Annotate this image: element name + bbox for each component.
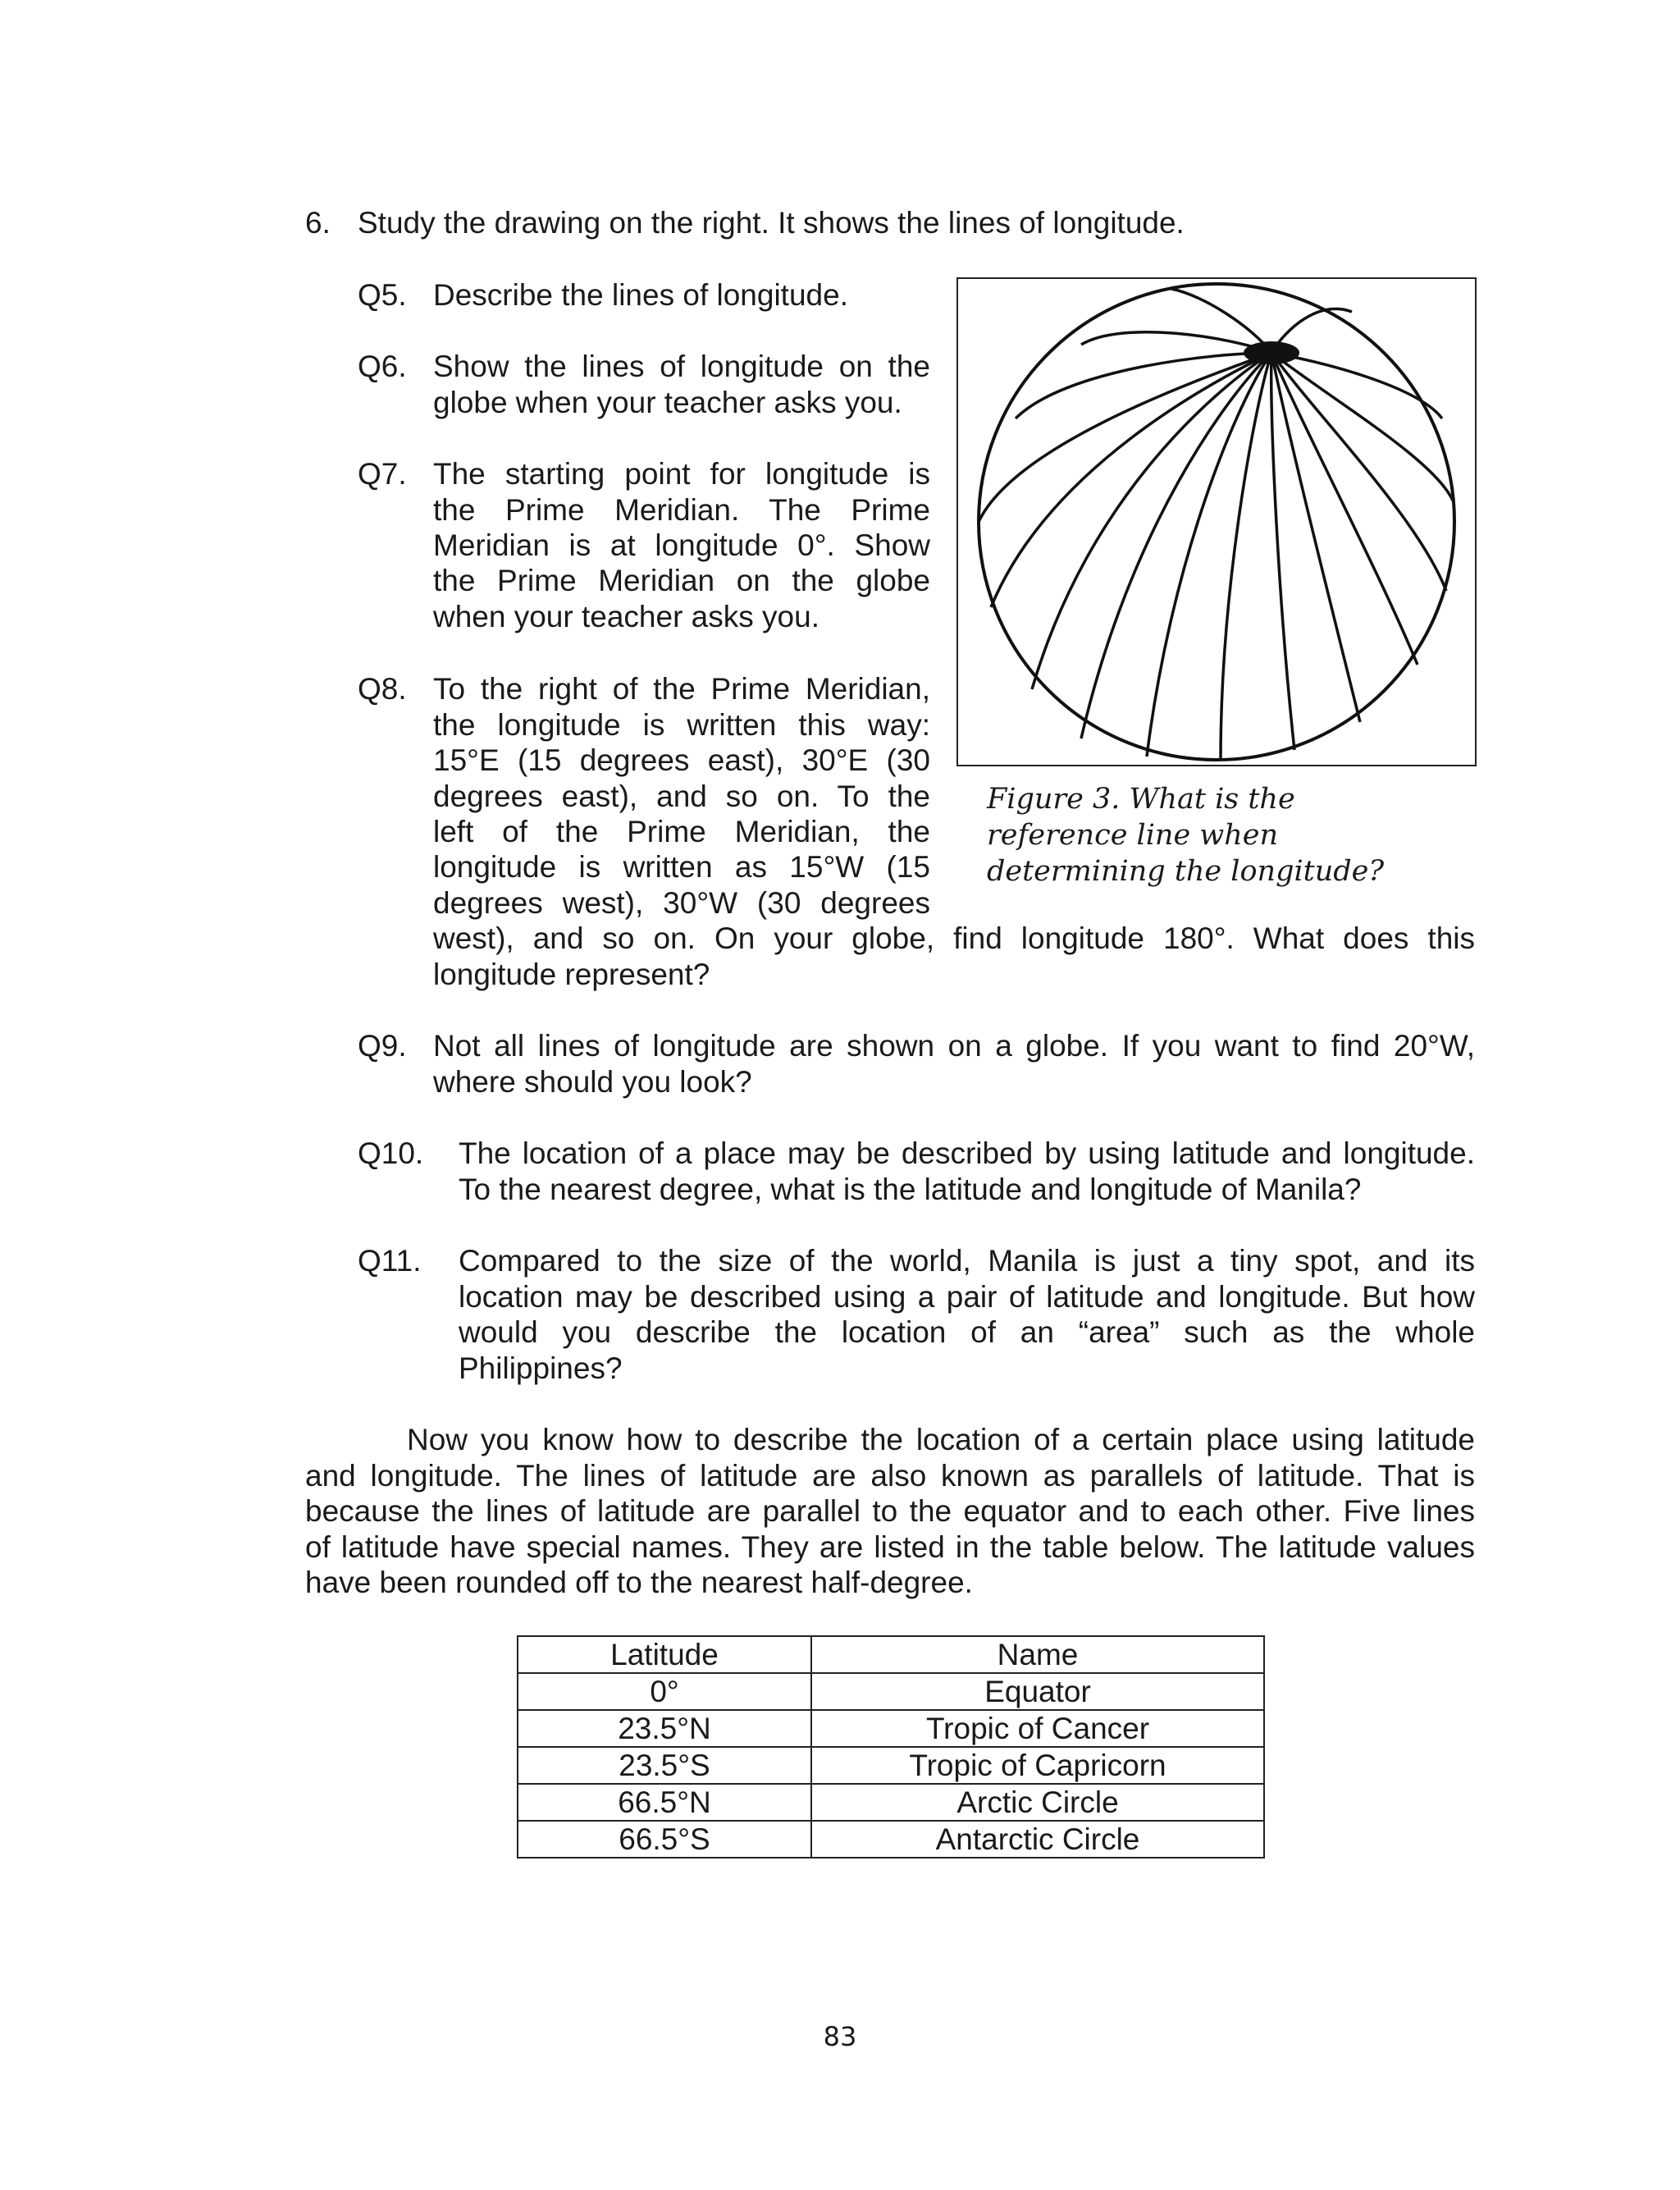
latitude-cell: 0° — [518, 1673, 811, 1710]
longitude-lines — [979, 289, 1453, 760]
q8-line-5: left of the Prime Meridian, the — [433, 815, 930, 848]
q6-line-2: globe when your teacher asks you. — [433, 386, 902, 419]
paragraph-line-2: and longitude. The lines of latitude are also known as parallels of latitude. That is — [305, 1459, 1475, 1493]
latitude-cell: 66.5°S — [518, 1821, 811, 1858]
page-number: 83 — [823, 2021, 857, 2052]
name-cell: Arctic Circle — [811, 1784, 1264, 1821]
name-cell: Equator — [811, 1673, 1264, 1710]
item-number: 6. — [305, 206, 331, 240]
paragraph-line-1: Now you know how to describe the location of a certain place using latitude — [407, 1423, 1475, 1456]
q8-line-3: 15°E (15 degrees east), 30°E (30 — [433, 743, 930, 777]
table-row — [518, 1784, 1264, 1821]
pole-cluster — [1244, 341, 1299, 364]
q11-line-1: Compared to the size of the world, Manila is just a tiny spot, and its — [459, 1244, 1475, 1278]
figure-globe — [956, 277, 1477, 766]
item-6-text: Study the drawing on the right. It shows the lines of longitude. — [358, 206, 1185, 240]
q11-line-2: location may be described using a pair of latitude and longitude. But how — [459, 1280, 1475, 1314]
q11-line-3: would you describe the location of an “area” such as the whole — [459, 1315, 1475, 1349]
latitude-cell: 23.5°N — [518, 1710, 811, 1747]
caption-line-1: Figure 3. What is the — [987, 783, 1295, 816]
q11-label: Q11. — [358, 1244, 422, 1278]
q10-label: Q10. — [358, 1136, 424, 1170]
q8-line-9: longitude represent? — [433, 958, 710, 991]
q6-line-1: Show the lines of longitude on the — [433, 350, 930, 383]
latitude-table — [517, 1635, 1265, 1859]
q6-label: Q6. — [358, 350, 407, 383]
table-row — [518, 1747, 1264, 1784]
q8-line-2: the longitude is written this way: — [433, 708, 930, 742]
caption-line-3: determining the longitude? — [987, 855, 1385, 888]
q5-text: Describe the lines of longitude. — [433, 278, 848, 312]
q7-label: Q7. — [358, 457, 407, 491]
header-latitude: Latitude — [518, 1636, 811, 1673]
q8-line-6: longitude is written as 15°W (15 — [433, 850, 930, 884]
q8-label: Q8. — [358, 672, 407, 706]
q5-label: Q5. — [358, 278, 407, 312]
q9-line-1: Not all lines of longitude are shown on a globe. If you want to find 20°W, — [433, 1029, 1475, 1063]
latitude-cell: 23.5°S — [518, 1747, 811, 1784]
paragraph-line-4: of latitude have special names. They are listed in the table below. The latitude values — [305, 1530, 1475, 1564]
header-name: Name — [811, 1636, 1264, 1673]
paragraph-line-5: have been rounded off to the nearest half-degree. — [305, 1566, 973, 1599]
q8-line-4: degrees east), and so on. To the — [433, 780, 930, 813]
table-row — [518, 1710, 1264, 1747]
q8-line-8: west), and so on. On your globe, find longitude 180°. What does this — [433, 921, 1475, 955]
q7-line-5: when your teacher asks you. — [433, 600, 819, 633]
q7-line-4: the Prime Meridian on the globe — [433, 564, 930, 597]
q9-label: Q9. — [358, 1029, 407, 1063]
q8-line-7: degrees west), 30°W (30 degrees — [433, 886, 930, 920]
q10-line-2: To the nearest degree, what is the latitude and longitude of Manila? — [459, 1173, 1362, 1206]
paragraph-line-3: because the lines of latitude are parallel to the equator and to each other. Five lines — [305, 1494, 1475, 1528]
q7-line-2: the Prime Meridian. The Prime — [433, 493, 930, 527]
q7-line-3: Meridian is at longitude 0°. Show — [433, 528, 930, 562]
q7-line-1: The starting point for longitude is — [433, 457, 930, 491]
q10-line-1: The location of a place may be described by using latitude and longitude. — [459, 1136, 1475, 1170]
table-row — [518, 1673, 1264, 1710]
globe-longitude-drawing — [958, 279, 1475, 765]
q11-line-4: Philippines? — [459, 1351, 623, 1385]
q8-line-1: To the right of the Prime Meridian, — [433, 672, 930, 706]
q9-line-2: where should you look? — [433, 1065, 752, 1099]
latitude-cell: 66.5°N — [518, 1784, 811, 1821]
name-cell: Antarctic Circle — [811, 1821, 1264, 1858]
table-row — [518, 1821, 1264, 1858]
name-cell: Tropic of Capricorn — [811, 1747, 1264, 1784]
table-header-row — [518, 1636, 1264, 1673]
figure-caption — [987, 781, 1446, 889]
caption-line-2: reference line when — [987, 819, 1279, 852]
name-cell: Tropic of Cancer — [811, 1710, 1264, 1747]
